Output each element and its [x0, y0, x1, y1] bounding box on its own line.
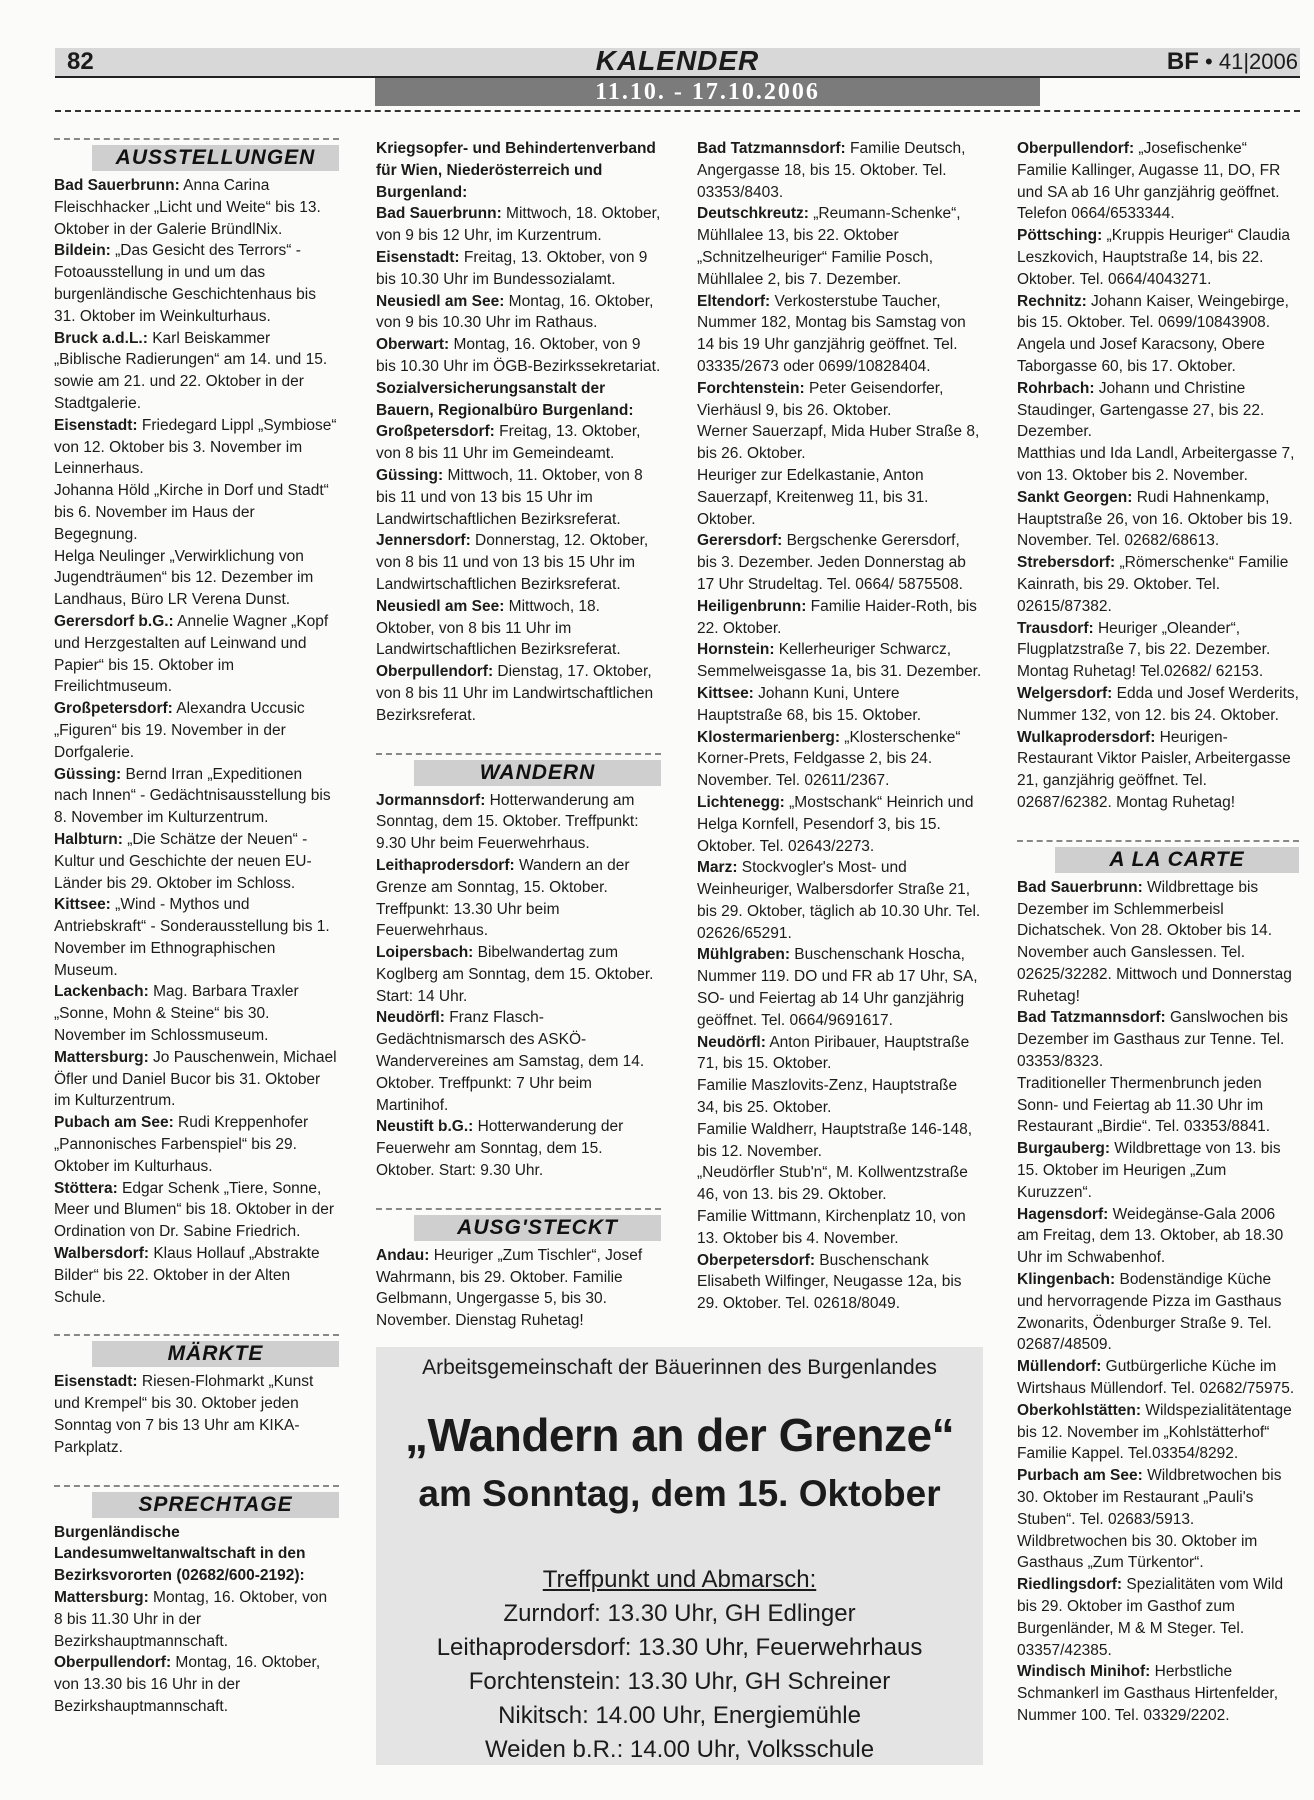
entry-details: Mag. Barbara Traxler „Sonne, Mohn & Steine“ bis 30. November im Schlossmuseum. — [54, 983, 299, 1045]
calendar-entry — [697, 944, 982, 1031]
calendar-entry — [697, 1119, 982, 1163]
entry-details: Heuriger „Oleander“, Flugplatzstraße 7, bis 22. Dezember. Montag Ruhetag! Tel.02682/ 62153. — [1017, 619, 1271, 681]
entry-location: Hornstein: — [697, 641, 775, 659]
ad-meeting-point: Weiden b.R.: 14.00 Uhr, Volksschule — [484, 1736, 875, 1763]
entry-details: Mittwoch, 18. Oktober, von 8 bis 11 Uhr im Landwirtschaftlichen Bezirksreferat. — [376, 597, 621, 659]
entry-details: „Josefischenke“ Familie Kallinger, Augasse 11, DO, FR und SA ab 16 Uhr ganzjährig geöffnet. Telefon 0664/6533344. — [1017, 140, 1281, 223]
entry-location: Heiligenbrunn: — [697, 597, 807, 615]
calendar-entry — [697, 1162, 982, 1206]
entry-details: Familie Deutsch, Angergasse 18, bis 15. Oktober. Tel. 03353/8403. — [697, 140, 966, 201]
entry-details: Bernd Irran „Expeditionen nach Innen“ - Gedächtnisausstellung bis 8. November im Kulturzentrum. — [54, 765, 331, 827]
calendar-entry — [376, 378, 661, 422]
calendar-entry — [54, 698, 339, 763]
entry-details: Bodenständige Küche und hervorragende Pizza im Gasthaus Zwonarits, Ödenburger Straße 9. Tel. 02687/48509. — [1017, 1271, 1282, 1354]
entry-location: Bruck a.d.L.: — [54, 329, 148, 347]
entry-details: Peter Geisendorfer, Vierhäusl 9, bis 26. Oktober. — [697, 379, 944, 419]
entry-details: Montag, 16. Oktober, von 13.30 bis 16 Uhr in der Bezirkshauptmannschaft. — [54, 1654, 321, 1715]
entry-location: Mühlgraben: — [697, 946, 790, 964]
calendar-entry — [697, 530, 982, 595]
calendar-entry — [54, 1652, 339, 1717]
entry-details: Ganslwochen bis Dezember im Gasthaus zur Tenne. Tel. 03353/8323. — [1017, 1009, 1289, 1071]
calendar-entry — [697, 683, 982, 727]
entry-details: Helga Neulinger „Verwirklichung von Jugendträumen“ bis 12. Dezember im Landhaus, Büro LR Verena Dunst. — [54, 547, 314, 609]
entry-details: „Neudörfler Stub'n“, M. Kollwentzstraße 46, von 13. bis 29. Oktober. — [697, 1164, 968, 1204]
ad-meeting-heading: Treffpunkt und Abmarsch: — [542, 1566, 817, 1593]
section-heading — [1017, 840, 1299, 873]
entry-details: Edgar Schenk „Tiere, Sonne, Meer und Blumen“ bis 18. Oktober in der Ordination von Dr. Sabine Friedrich. — [54, 1179, 334, 1241]
entry-location: Neudörfl: — [376, 1009, 445, 1027]
entry-location: Burgauberg: — [1017, 1140, 1110, 1158]
entry-details: Hotterwanderung der Feuerwehr am Sonntag, dem 15. Oktober. Start: 9.30 Uhr. — [376, 1118, 624, 1180]
section-spacer — [376, 727, 661, 753]
entry-location: Jormannsdorf: — [376, 791, 486, 809]
entry-details: Anton Piribauer, Hauptstraße 71, bis 15. Oktober. — [697, 1033, 970, 1073]
calendar-entry — [697, 138, 982, 203]
column-1 — [54, 138, 339, 1718]
ad-meeting-point: Zurndorf: 13.30 Uhr, GH Edlinger — [503, 1600, 856, 1627]
calendar-entry — [697, 291, 982, 378]
entry-location: Sozialversicherungsanstalt der Bauern, Regionalbüro Burgenland: — [376, 379, 634, 419]
entry-location: Kriegsopfer- und Behindertenverband für Wien, Niederösterreich und Burgenland: — [376, 140, 656, 201]
entry-details: Johanna Höld „Kirche in Dorf und Stadt“ bis 6. November im Haus der Begegnung. — [54, 482, 329, 543]
entry-location: Andau: — [376, 1246, 430, 1264]
calendar-entry — [376, 138, 661, 203]
calendar-entry — [1017, 1269, 1299, 1356]
entry-details: Edda und Josef Werderits, Nummer 132, von 12. bis 24. Oktober. — [1017, 684, 1299, 724]
ad-headline: „Wandern an der Grenze“ — [404, 1409, 955, 1461]
section-heading-label: AUSG'STECKT — [414, 1215, 661, 1241]
entry-location: Marz: — [697, 859, 738, 877]
entry-details: Rudi Kreppenhofer „Pannonisches Farbenspiel“ bis 29. Oktober im Kulturhaus. — [54, 1114, 309, 1175]
ad-organizer: Arbeitsgemeinschaft der Bäuerinnen des Burgenlandes — [422, 1356, 937, 1379]
section-heading-label: SPRECHTAGE — [92, 1492, 339, 1518]
page-title: KALENDER — [595, 45, 760, 76]
calendar-entry — [54, 611, 339, 698]
entry-details: „Die Schätze der Neuen“ - Kultur und Geschichte der neuen EU-Länder bis 29. Oktober im Schloss. — [54, 830, 312, 892]
entry-location: Klingenbach: — [1017, 1271, 1116, 1289]
entry-details: Johann und Christine Staudinger, Gartengasse 27, bis 22. Dezember. — [1017, 379, 1265, 441]
calendar-entry — [54, 1243, 339, 1308]
entry-location: Neusiedl am See: — [376, 292, 505, 310]
entry-location: Oberpullendorf: — [54, 1654, 172, 1672]
section-heading-label: WANDERN — [414, 760, 661, 786]
page-number: 82 — [67, 48, 94, 75]
entry-location: Bad Tatzmannsdorf: — [1017, 1009, 1166, 1027]
entry-details: Familie Haider-Roth, bis 22. Oktober. — [697, 597, 977, 637]
calendar-entry — [376, 855, 661, 942]
calendar-entry — [697, 1075, 982, 1119]
calendar-entry — [1017, 1007, 1299, 1072]
ad-meeting-point: Leithaprodersdorf: 13.30 Uhr, Feuerwehrhaus — [436, 1634, 923, 1661]
entry-location: Lackenbach: — [54, 983, 149, 1001]
entry-details: Wildbretwochen bis 30. Oktober im Gasthaus „Zum Türkentor“. — [1017, 1532, 1258, 1572]
calendar-entry — [697, 727, 982, 792]
calendar-entry — [54, 175, 339, 240]
entry-details: Wandern an der Grenze am Sonntag, 15. Oktober. Treffpunkt: 13.30 Uhr beim Feuerwehrhaus. — [376, 856, 630, 940]
entry-location: Müllendorf: — [1017, 1358, 1102, 1376]
entry-details: Mittwoch, 11. Oktober, von 8 bis 11 und von 13 bis 15 Uhr im Landwirtschaftlichen Bezirksreferat. — [376, 466, 643, 528]
calendar-entry — [54, 1587, 339, 1652]
entry-details: Montag, 16. Oktober, von 8 bis 11.30 Uhr in der Bezirkshauptmannschaft. — [54, 1589, 328, 1650]
entry-location: Sankt Georgen: — [1017, 488, 1133, 506]
calendar-entry — [1017, 1204, 1299, 1269]
column-4 — [1017, 138, 1299, 1727]
entry-location: Burgenländische Landesumweltanwaltschaft in den Bezirksvororten (02682/600-2192): — [54, 1523, 306, 1585]
entry-location: Mattersburg: — [54, 1048, 149, 1066]
calendar-entry — [54, 415, 339, 480]
entry-location: Oberpetersdorf: — [697, 1251, 815, 1269]
entry-details: Wildbrettage bis Dezember im Schlemmerbeisl Dichatschek. Von 28. Oktober bis 14. November auch Ganslessen. Tel. 02625/32282. Mittwoch und Donnerstag Ruhetag! — [1017, 878, 1292, 1005]
entry-location: Eisenstadt: — [54, 416, 138, 434]
entry-location: Leithaprodersdorf: — [376, 856, 515, 874]
entry-details: Montag, 16. Oktober, von 9 bis 10.30 Uhr im Rathaus. — [376, 292, 654, 332]
page-header — [55, 44, 1300, 106]
calendar-entry — [54, 764, 339, 829]
entry-location: Windisch Minihof: — [1017, 1663, 1151, 1681]
calendar-entry — [376, 1007, 661, 1116]
calendar-entry — [1017, 378, 1299, 443]
calendar-entry — [1017, 225, 1299, 290]
calendar-entry — [1017, 1465, 1299, 1530]
entry-location: Halbturn: — [54, 830, 123, 848]
entry-location: Lichtenegg: — [697, 793, 785, 811]
entry-details: „Reumann-Schenke“, Mühllalee 13, bis 22. Oktober „Schnitzelheuriger“ Familie Posch, Mühllalee 2, bis 7. Dezember. — [697, 205, 961, 288]
entry-details: Weidegänse-Gala 2006 am Freitag, dem 13. Oktober, ab 18.30 Uhr im Schwabenhof. — [1017, 1205, 1284, 1267]
entry-details: Klaus Hollauf „Abstrakte Bilder“ bis 22. Oktober in der Alten Schule. — [54, 1245, 320, 1306]
section-heading-label: MÄRKTE — [92, 1341, 339, 1367]
column-2 — [376, 138, 661, 1332]
calendar-entry — [54, 894, 339, 981]
calendar-entry — [1017, 1661, 1299, 1726]
calendar-entry — [54, 1178, 339, 1243]
calendar-entry — [376, 1245, 661, 1332]
entry-details: Bergschenke Gerersdorf, bis 3. Dezember. Jeden Donnerstag ab 17 Uhr Strudeltag. Tel. 0664/ 5875508. — [697, 532, 966, 593]
entry-location: Neudörfl: — [697, 1033, 766, 1051]
calendar-entry — [54, 328, 339, 415]
entry-location: Forchtenstein: — [697, 379, 805, 397]
entry-location: Bad Sauerbrunn: — [376, 205, 502, 223]
calendar-entry — [1017, 727, 1299, 814]
calendar-entry — [1017, 443, 1299, 487]
entry-details: Alexandra Uccusic „Figuren“ bis 19. November in der Dorfgalerie. — [54, 700, 305, 761]
entry-location: Welgersdorf: — [1017, 684, 1113, 702]
calendar-entry — [1017, 552, 1299, 617]
calendar-entry — [697, 378, 982, 422]
entry-location: Großpetersdorf: — [54, 700, 173, 718]
entry-location: Klostermarienberg: — [697, 728, 840, 746]
calendar-entry — [376, 203, 661, 247]
entry-location: Bildein: — [54, 242, 111, 260]
calendar-entry — [697, 421, 982, 465]
entry-details: Werner Sauerzapf, Mida Huber Straße 8, bis 26. Oktober. — [697, 423, 980, 463]
calendar-entry — [697, 1032, 982, 1076]
entry-location: Neustift b.G.: — [376, 1118, 474, 1136]
entry-location: Trausdorf: — [1017, 619, 1094, 637]
date-range: 11.10. - 17.10.2006 — [375, 78, 1040, 106]
entry-location: Loipersbach: — [376, 944, 474, 962]
calendar-entry — [1017, 618, 1299, 683]
entry-details: „Klosterschenke“ Korner-Prets, Feldgasse 2, bis 24. November. Tel. 02611/2367. — [697, 728, 961, 790]
entry-details: Dienstag, 17. Oktober, von 8 bis 11 Uhr im Landwirtschaftlichen Bezirksreferat. — [376, 663, 654, 724]
entry-details: Donnerstag, 12. Oktober, von 8 bis 11 und von 13 bis 15 Uhr im Landwirtschaftlichen Bezirksreferat. — [376, 532, 649, 593]
entry-location: Bad Tatzmannsdorf: — [697, 140, 846, 157]
entry-location: Stöttera: — [54, 1179, 118, 1197]
entry-details: Johann Kaiser, Weingebirge, bis 15. Oktober. Tel. 0699/10843908. Angela und Josef Karacsony, Obere Taborgasse 60, bis 17. Oktober. — [1017, 292, 1289, 375]
ad-meeting-point: Nikitsch: 14.00 Uhr, Energiemühle — [498, 1702, 861, 1729]
section-heading — [376, 1208, 661, 1241]
section-spacer — [54, 1308, 339, 1334]
calendar-entry — [1017, 487, 1299, 552]
calendar-entry — [1017, 291, 1299, 378]
calendar-entry — [1017, 1073, 1299, 1138]
calendar-entry — [1017, 877, 1299, 1008]
entry-details: Friedegard Lippl „Symbiose“ von 12. Oktober bis 3. November im Leinnerhaus. — [54, 416, 337, 478]
entry-details: Wildbrettage von 13. bis 15. Oktober im Heurigen „Zum Kuruzzen“. — [1017, 1140, 1281, 1201]
calendar-entry — [54, 829, 339, 894]
entry-location: Eltendorf: — [697, 292, 771, 310]
entry-details: Familie Maszlovits-Zenz, Hauptstraße 34, bis 25. Oktober. — [697, 1077, 958, 1117]
entry-location: Rohrbach: — [1017, 379, 1095, 397]
event-advertisement — [376, 1347, 983, 1765]
section-heading — [54, 1485, 339, 1518]
entry-details: Spezialitäten vom Wild bis 29. Oktober im Gasthof zum Burgenländer, M & M Steger. Tel. 03357/42385. — [1017, 1576, 1284, 1659]
calendar-entry — [54, 1112, 339, 1177]
entry-details: Stockvogler's Most- und Weinheuriger, Walbersdorfer Straße 21, bis 29. Oktober, täglich ab 10.30 Uhr. Tel. 02626/65291. — [697, 859, 981, 942]
entry-details: „Das Gesicht des Terrors“ - Fotoausstellung in und um das burgenländische Geschichtenhaus bis 31. Oktober im Weinkulturhaus. — [54, 242, 316, 325]
entry-details: Franz Flasch-Gedächtnismarsch des ASKÖ-Wandervereines am Samstag, dem 14. Oktober. Treffpunkt: 7 Uhr beim Martinihof. — [376, 1009, 645, 1114]
section-heading — [376, 753, 661, 786]
entry-location: Riedlingsdorf: — [1017, 1576, 1123, 1594]
entry-location: Eisenstadt: — [376, 248, 460, 266]
calendar-entry — [697, 203, 982, 290]
entry-details: Wildbretwochen bis 30. Oktober im Restaurant „Pauli's Stuben“. Tel. 02683/5913. — [1017, 1467, 1282, 1528]
entry-location: Deutschkreutz: — [697, 205, 809, 223]
header-divider — [55, 110, 1300, 112]
entry-details: Karl Beiskammer „Biblische Radierungen“ am 14. und 15. sowie am 21. und 22. Oktober in der Stadtgalerie. — [54, 329, 328, 412]
section-heading-label: A LA CARTE — [1055, 847, 1299, 873]
calendar-entry — [376, 334, 661, 378]
calendar-entry — [697, 857, 982, 944]
entry-location: Gerersdorf b.G.: — [54, 612, 174, 630]
calendar-entry — [54, 1371, 339, 1458]
entry-details: Wildspezialitätentage bis 12. November im „Kohlstätterhof“ Familie Kappel. Tel.03354/8292. — [1017, 1401, 1292, 1463]
calendar-entry — [376, 247, 661, 291]
entry-details: Verkosterstube Taucher, Nummer 182, Montag bis Samstag von 14 bis 19 Uhr ganzjährig geöffnet. Tel. 03335/2673 oder 0699/10828404. — [697, 292, 966, 375]
calendar-entry — [54, 546, 339, 611]
entry-location: Bad Sauerbrunn: — [1017, 878, 1143, 896]
calendar-entry — [376, 790, 661, 855]
section-spacer — [54, 1459, 339, 1485]
entry-details: Traditioneller Thermenbrunch jeden Sonn- und Feiertag ab 11.30 Uhr im Restaurant „Birdie“. Tel. 03353/8841. — [1017, 1074, 1271, 1136]
entry-details: Familie Wittmann, Kirchenplatz 10, von 13. Oktober bis 4. November. — [697, 1208, 966, 1247]
entry-details: Johann Kuni, Untere Hauptstraße 68, bis 15. Oktober. — [697, 684, 922, 724]
calendar-entry — [54, 240, 339, 327]
entry-location: Eisenstadt: — [54, 1373, 138, 1391]
calendar-entry — [376, 465, 661, 530]
entry-details: Gutbürgerliche Küche im Wirtshaus Müllendorf. Tel. 02682/75975. — [1017, 1358, 1295, 1398]
section-heading-label: AUSSTELLUNGEN — [92, 145, 339, 171]
entry-details: Freitag, 13. Oktober, von 9 bis 10.30 Uhr im Bundessozialamt. — [376, 248, 648, 288]
section-heading — [54, 1334, 339, 1367]
entry-location: Oberwart: — [376, 336, 450, 354]
calendar-entry — [697, 596, 982, 640]
entry-location: Oberpullendorf: — [1017, 140, 1135, 157]
section-spacer — [1017, 814, 1299, 840]
calendar-entry — [376, 942, 661, 1007]
entry-details: Matthias und Ida Landl, Arbeitergasse 7, von 13. Oktober bis 2. November. — [1017, 445, 1295, 484]
entry-details: Freitag, 13. Oktober, von 8 bis 11 Uhr im Gemeindeamt. — [376, 423, 641, 463]
calendar-entry — [697, 1206, 982, 1250]
calendar-entry — [54, 981, 339, 1046]
ad-date: am Sonntag, dem 15. Oktober — [418, 1473, 941, 1514]
magazine-name: BF — [1166, 48, 1199, 75]
entry-details: Buschenschank Elisabeth Wilfinger, Neugasse 12a, bis 29. Oktober. Tel. 02618/8049. — [697, 1251, 962, 1313]
entry-location: Wulkaprodersdorf: — [1017, 728, 1156, 746]
entry-details: „Mostschank“ Heinrich und Helga Kornfell, Pesendorf 3, bis 15. Oktober. Tel. 02643/2273. — [697, 793, 974, 855]
entry-details: Buschenschank Hoscha, Nummer 119. DO und FR ab 17 Uhr, SA, SO- und Feiertag ab 14 Uhr ganzjährig geöffnet. Tel. 0664/9691617. — [697, 946, 978, 1029]
entry-details: Heurigen-Restaurant Viktor Paisler, Arbeitergasse 21, ganzjährig geöffnet. Tel. 02687/62382. Montag Ruhetag! — [1017, 728, 1291, 811]
column-3 — [697, 138, 982, 1315]
entry-location: Oberpullendorf: — [376, 663, 494, 681]
entry-location: Strebersdorf: — [1017, 554, 1116, 572]
calendar-entry — [1017, 1574, 1299, 1661]
entry-location: Pöttsching: — [1017, 227, 1103, 245]
calendar-entry — [376, 661, 661, 726]
entry-details: Rudi Hahnenkamp, Hauptstraße 26, von 16. Oktober bis 19. November. Tel. 02682/68613. — [1017, 488, 1293, 550]
entry-details: „Wind - Mythos und Antriebskraft“ - Sonderausstellung bis 1. November im Ethnographischen Museum. — [54, 896, 330, 979]
entry-details: „Kruppis Heuriger“ Claudia Leszkovich, Hauptstraße 14, bis 22. Oktober. Tel. 0664/4043271. — [1017, 227, 1291, 288]
calendar-entry — [376, 421, 661, 465]
calendar-entry — [1017, 138, 1299, 225]
entry-location: Walbersdorf: — [54, 1245, 150, 1263]
calendar-entry — [1017, 683, 1299, 727]
entry-location: Rechnitz: — [1017, 292, 1087, 310]
calendar-entry — [697, 465, 982, 530]
entry-details: Anna Carina Fleischhacker „Licht und Weite“ bis 13. Oktober in der Galerie BründlNix. — [54, 177, 321, 238]
calendar-entry — [1017, 1356, 1299, 1400]
entry-location: Gerersdorf: — [697, 532, 783, 550]
entry-details: Familie Waldherr, Hauptstraße 146-148, bis 12. November. — [697, 1120, 973, 1160]
entry-details: Mittwoch, 18. Oktober, von 9 bis 12 Uhr, im Kurzentrum. — [376, 205, 661, 245]
entry-location: Bad Sauerbrunn: — [54, 177, 180, 194]
calendar-entry — [1017, 1138, 1299, 1203]
entry-location: Großpetersdorf: — [376, 423, 495, 441]
calendar-entry — [1017, 1531, 1299, 1575]
entry-location: Güssing: — [376, 466, 444, 484]
calendar-entry — [54, 1522, 339, 1587]
calendar-entry — [697, 792, 982, 857]
calendar-entry — [54, 480, 339, 545]
ad-meeting-point: Forchtenstein: 13.30 Uhr, GH Schreiner — [468, 1668, 891, 1695]
entry-details: Hotterwanderung am Sonntag, dem 15. Oktober. Treffpunkt: 9.30 Uhr beim Feuerwehrhaus. — [376, 791, 639, 853]
calendar-entry — [54, 1047, 339, 1112]
entry-details: „Römerschenke“ Familie Kainrath, bis 29. Oktober. Tel. 02615/87382. — [1017, 554, 1289, 615]
entry-details: Jo Pauschenwein, Michael Öfler und Daniel Bucor bis 31. Oktober im Kulturzentrum. — [54, 1048, 337, 1110]
entry-location: Kittsee: — [54, 896, 111, 914]
entry-details: Kellerheuriger Schwarcz, Semmelweisgasse 1a, bis 31. Dezember. — [697, 641, 982, 681]
entry-details: Heuriger zur Edelkastanie, Anton Sauerzapf, Kreitenweg 11, bis 31. Oktober. — [697, 466, 929, 528]
entry-location: Pubach am See: — [54, 1114, 174, 1132]
entry-location: Hagensdorf: — [1017, 1205, 1109, 1223]
entry-details: Heuriger „Zum Tischler“, Josef Wahrmann, bis 29. Oktober. Familie Gelbmann, Ungergasse 5, bis 30. November. Dienstag Ruhetag! — [376, 1246, 643, 1330]
entry-details: Montag, 16. Oktober, von 9 bis 10.30 Uhr im ÖGB-Bezirkssekretariat. — [376, 336, 661, 375]
entry-location: Purbach am See: — [1017, 1467, 1143, 1485]
entry-location: Oberkohlstätten: — [1017, 1401, 1142, 1419]
section-spacer — [376, 1182, 661, 1208]
entry-location: Jennersdorf: — [376, 532, 471, 550]
calendar-entry — [376, 530, 661, 595]
entry-location: Neusiedl am See: — [376, 597, 505, 615]
calendar-entry — [697, 1250, 982, 1315]
section-heading — [54, 138, 339, 171]
issue-label — [1167, 48, 1298, 76]
calendar-entry — [376, 291, 661, 335]
issue-number: • 41|2006 — [1205, 49, 1298, 74]
calendar-entry — [697, 639, 982, 683]
entry-location: Güssing: — [54, 765, 122, 783]
calendar-entry — [1017, 1400, 1299, 1465]
entry-location: Mattersburg: — [54, 1589, 149, 1607]
entry-details: Herbstliche Schmankerl im Gasthaus Hirtenfelder, Nummer 100. Tel. 03329/2202. — [1017, 1663, 1279, 1724]
entry-details: Annelie Wagner „Kopf und Herzgestalten auf Leinwand und Papier“ bis 15. Oktober im Freilichtmuseum. — [54, 612, 329, 696]
calendar-entry — [376, 596, 661, 661]
entry-details: Bibelwandertag zum Koglberg am Sonntag, dem 15. Oktober. Start: 14 Uhr. — [376, 944, 654, 1005]
entry-location: Kittsee: — [697, 684, 754, 702]
entry-details: Riesen-Flohmarkt „Kunst und Krempel“ bis 30. Oktober jeden Sonntag von 7 bis 13 Uhr am KIKA-Parkplatz. — [54, 1373, 314, 1456]
calendar-entry — [376, 1116, 661, 1181]
